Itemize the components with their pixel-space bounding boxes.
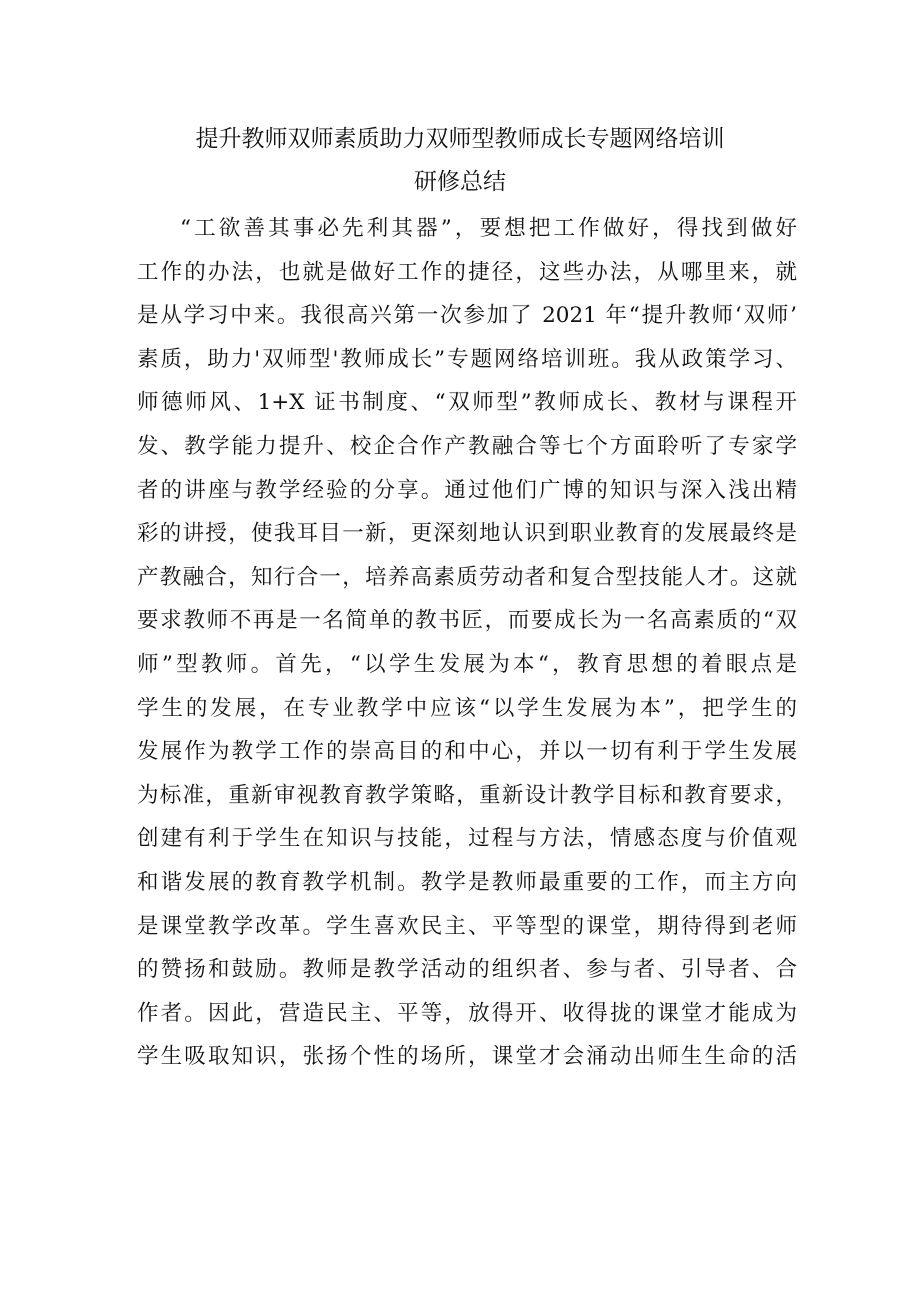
body-line: 学生的发展，在专业教学中应该“以学生发展为本”，把学生的 [137, 695, 797, 721]
body-line: 素质，助力'双师型'教师成长”专题网络培训班。我从政策学习、 [137, 346, 797, 372]
body-line: 和谐发展的教育教学机制。教学是教师最重要的工作，而主方向 [137, 869, 797, 895]
body-line: 发、教学能力提升、校企合作产教融合等七个方面聆听了专家学 [137, 433, 797, 459]
body-line: 师德师风、1+X 证书制度、“双师型”教师成长、教材与课程开 [137, 390, 797, 416]
body-line: 学生吸取知识，张扬个性的场所，课堂才会涌动出师生生命的活 [137, 1044, 797, 1070]
body-line: “工欲善其事必先利其器”，要想把工作做好，得找到做好 [180, 216, 797, 241]
body-line: 创建有利于学生在知识与技能，过程与方法，情感态度与价值观 [137, 826, 797, 852]
body-paragraph [137, 207, 797, 1079]
body-line: 彩的讲授，使我耳目一新，更深刻地认识到职业教育的发展最终是 [137, 521, 797, 547]
body-line: 者的讲座与教学经验的分享。通过他们广博的知识与深入浅出精 [137, 477, 797, 503]
body-line: 产教融合，知行合一，培养高素质劳动者和复合型技能人才。这就 [137, 564, 797, 590]
body-line: 要求教师不再是一名简单的教书匠，而要成长为一名高素质的“双 [137, 608, 797, 634]
body-line: 的赞扬和鼓励。教师是教学活动的组织者、参与者、引导者、合 [137, 957, 797, 983]
body-line: 是从学习中来。我很高兴第一次参加了 2021 年“提升教师‘双师’ [137, 303, 797, 329]
body-line: 是课堂教学改革。学生喜欢民主、平等型的课堂，期待得到老师 [137, 913, 797, 939]
body-line: 为标准，重新审视教育教学策略，重新设计教学目标和教育要求， [137, 782, 797, 808]
body-line: 工作的办法，也就是做好工作的捷径，这些办法，从哪里来，就 [137, 259, 797, 285]
body-line: 发展作为教学工作的崇高目的和中心，并以一切有利于学生发展 [137, 739, 797, 765]
document-title: 提升教师双师素质助力双师型教师成长专题网络培训 [195, 126, 725, 152]
body-line: 作者。因此，营造民主、平等，放得开、收得拢的课堂才能成为 [137, 1000, 797, 1026]
body-line: 师”型教师。首先，“以学生发展为本“，教育思想的着眼点是 [137, 651, 797, 677]
document-subtitle: 研修总结 [414, 169, 506, 195]
